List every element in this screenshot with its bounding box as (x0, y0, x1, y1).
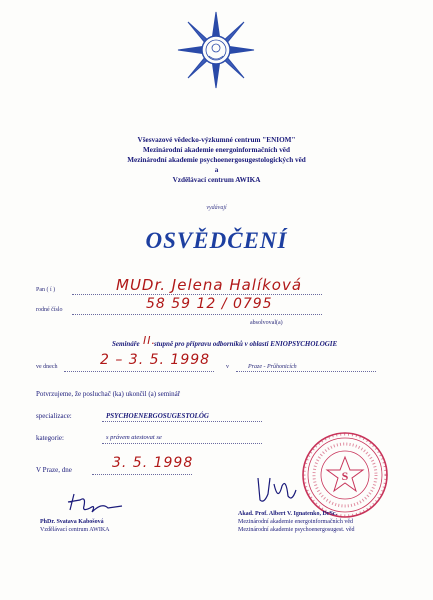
specialization-label: specializace: (36, 412, 72, 420)
place-line (236, 371, 376, 372)
person-label: Pan ( í ) (36, 287, 56, 293)
place-prefix: v (226, 364, 229, 370)
org-line-3: Mezinárodní akademie psychoenergosugestologických věd (127, 156, 306, 164)
place-value: Praze - Průhonicích (248, 364, 297, 370)
category-line (102, 443, 262, 444)
signing-date: 3. 5. 1998 (112, 455, 194, 471)
category-label: kategorie: (36, 434, 64, 442)
org-line-5: Vzdělávací centrum AWIKA (172, 176, 261, 184)
name-line (72, 294, 322, 295)
birth-number: 58 59 12 / 0795 (146, 296, 273, 312)
confirmation-text: Potvrzujeme, že posluchač (ka) ukončil (a) seminář (36, 390, 181, 398)
date-range-label: ve dnech (36, 364, 58, 370)
left-signatory-org: Vzdělávací centrum AWIKA (40, 527, 110, 533)
right-signature (252, 470, 302, 510)
right-signatory-org-1: Mezinárodní akademie energoinformačních věd (238, 519, 354, 525)
completed-label: absolvoval(a) (250, 320, 283, 326)
specialization-line (102, 421, 262, 422)
category-value: s právem atestovat se (106, 434, 162, 441)
org-line-4: a (214, 166, 219, 174)
seminar-text: stupně pro přípravu odborníků v oblasti ENIOPSYCHOLOGIE (154, 340, 338, 348)
birth-number-label: rodné číslo (36, 307, 63, 313)
right-signatory-org-2: Mezinárodní akademie psychoenergosugest. věd (238, 527, 355, 533)
round-stamp (300, 430, 390, 520)
person-name: MUDr. Jelena Halíková (116, 276, 303, 294)
seminar-degree: II. (143, 334, 156, 347)
date-range: 2 – 3. 5. 1998 (100, 352, 211, 368)
org-line-2: Mezinárodní akademie energoinformačních věd (143, 146, 290, 154)
specialization-value: PSYCHOENERGOSUGESTOLÓG (106, 412, 209, 420)
org-line-1: Všesvazové vědecko-výzkumné centrum "ENIOM" (137, 136, 296, 144)
right-signatory-name: Akad. Prof. Albert V. Ignatenko, DrSc. (238, 511, 338, 517)
certificate-title: OSVĚDČENÍ (145, 228, 288, 253)
signing-date-line (92, 474, 192, 475)
left-signature (62, 488, 132, 518)
date-range-line (64, 371, 214, 372)
issuing-note: vydávají (206, 205, 227, 211)
left-signatory-name: PhDr. Svatava Kabošová (40, 519, 104, 525)
compass-star-emblem (176, 10, 256, 90)
birth-number-line (72, 314, 322, 315)
seminar-prefix: Semináře (112, 340, 140, 348)
svg-text:S: S (341, 469, 349, 483)
signing-place-label: V Praze, dne (36, 466, 72, 474)
